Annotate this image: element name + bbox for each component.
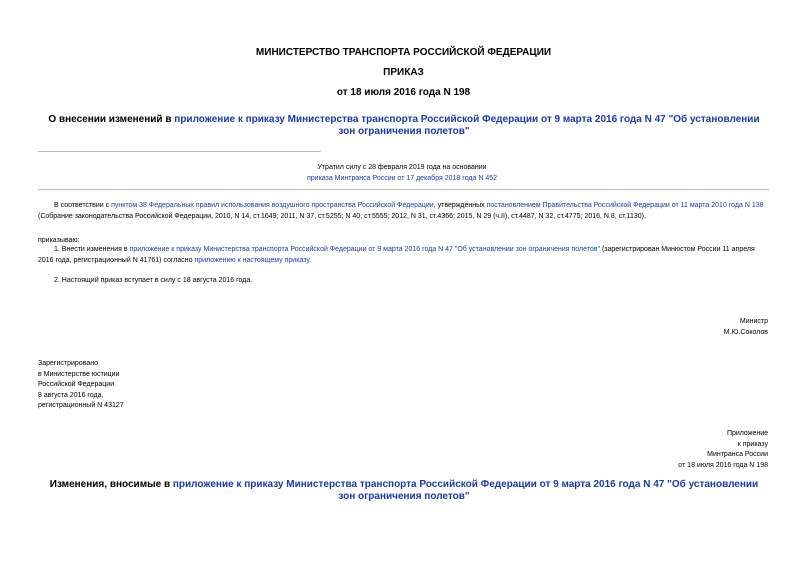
title-prefix: О внесении изменений в [48,114,175,125]
registration-line: 8 августа 2016 года, [38,391,104,399]
preamble-paragraph [38,201,771,222]
registration-line: в Министерстве юстиции [38,370,120,378]
changes-title-prefix: Изменения, вносимые в [49,479,173,490]
item1-text-1: 1. Внести изменения в [54,246,130,253]
preamble-text-3: (Собрание законодательства Российской Федерации, 2010, N 14, ст.1649; 2011, N 37, ст.5255; N 40, ст.5555; 2012, N 31, ст.4366; 2015, N 29 (ч.II), ст.4487, N 32, ст.4775; 2016, N 8, ст.1130), [38,212,646,220]
appendix-reference [560,429,768,471]
doc-type-heading: ПРИКАЗ [383,67,424,78]
item1-link-appendix[interactable]: приложение к приказу Министерства транспорта Российской Федерации от 9 марта 2016 года N 47 "Об установлении зон ограничения полетов" [129,246,601,253]
preamble-text-2: , утвержденных [433,202,487,209]
ministry-heading: МИНИСТЕРСТВО ТРАНСПОРТА РОССИЙСКОЙ ФЕДЕРАЦИИ [255,47,552,58]
preamble-text-1: В соответствии с [54,202,112,209]
order-item-2: 2. Настоящий приказ вступает в силу с 18 августа 2016 года. [54,277,253,284]
signature-name: М.Ю.Соколов [723,328,768,336]
doc-date-number: от 18 июля 2016 года N 198 [336,87,471,98]
changes-title-link[interactable]: приложение к приказу Министерства транспорта Российской Федерации от 9 марта 2016 года N 47 "Об установлении зон ограничения полетов" [172,479,759,502]
title-link[interactable]: приложение к приказу Министерства транспорта Российской Федерации от 9 марта 2016 года N 47 "Об установлении зон ограничения полетов" [174,114,760,137]
appendix-line: к приказу [737,440,768,448]
registration-line: регистрационный N 43127 [38,402,124,409]
item1-link-annex[interactable]: приложению к настоящему приказу [194,256,310,264]
registration-line: Российской Федерации [38,381,115,388]
document-title [48,114,760,138]
title-divider [38,151,321,152]
appendix-line: Минтранса России [707,451,768,458]
registration-line: Зарегистрировано [38,360,98,367]
signature-position: Министр [739,318,768,325]
item1-text-2: (зарегистрирован Минюстом России 11 апреля 2016 года, регистрационный N 41761) согласно [38,246,755,264]
validity-divider [38,189,769,190]
item1-text-3: . [309,256,312,264]
validity-line-1: Утратил силу с 28 февраля 2019 года на основании [317,164,487,171]
registration-block [38,359,238,412]
appendix-line: от 18 июля 2016 года N 198 [678,461,768,469]
validity-link[interactable]: приказа Минтранса России от 17 декабря 2018 года N 452 [306,174,498,182]
preamble-link-rules[interactable]: пунктом 38 Федеральных правил использования воздушного пространства Российской Федерации [111,202,434,209]
signature-block [600,317,768,338]
appendix-line: Приложение [726,430,768,437]
order-word: приказываю: [38,237,80,244]
preamble-link-resolution[interactable]: постановлением Правительства Российской Федерации от 11 марта 2010 года N 138 [486,202,764,209]
validity-note [240,163,564,184]
order-item-1 [38,245,771,266]
changes-title [48,479,760,503]
